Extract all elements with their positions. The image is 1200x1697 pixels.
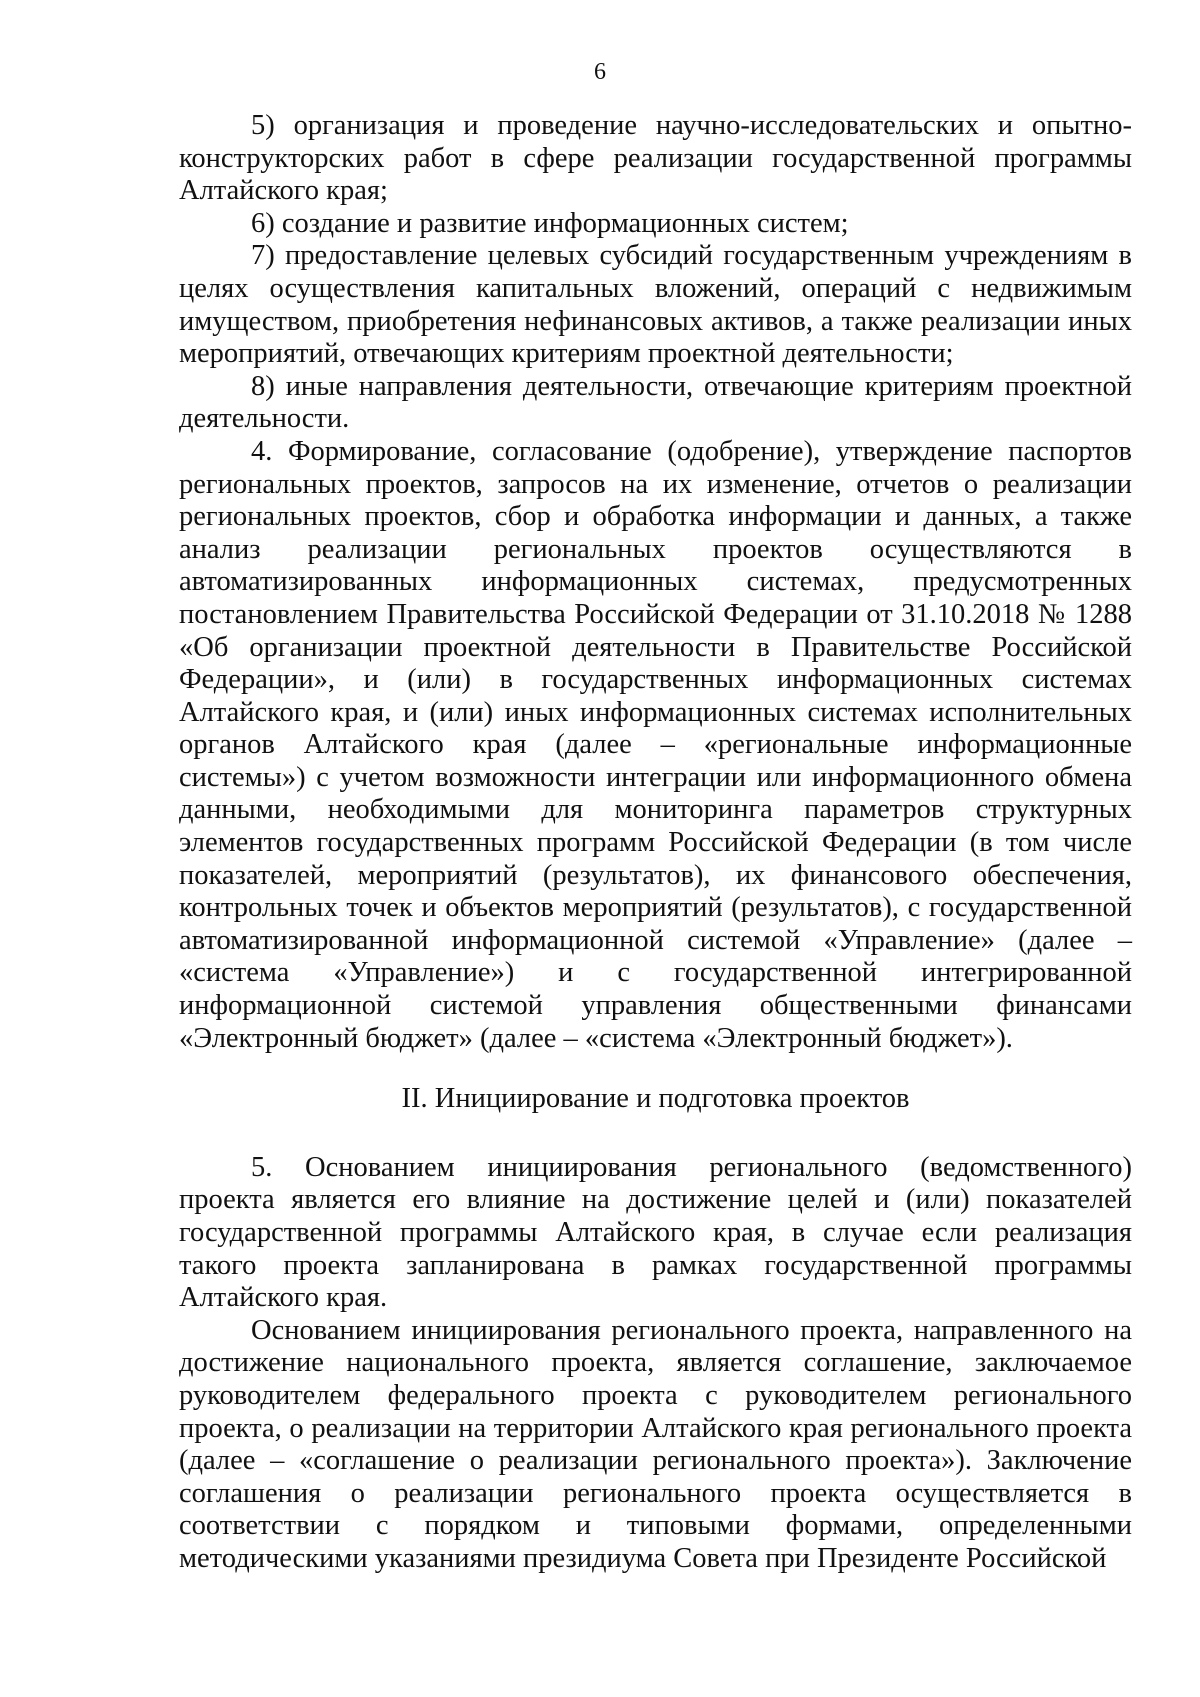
list-item-6: 6) создание и развитие информационных систем; bbox=[251, 207, 849, 239]
section-heading: II. Инициирование и подготовка проектов bbox=[401, 1083, 910, 1115]
list-item-8: 8) иные направления деятельности, отвечающие критериям проектной деятельности. bbox=[179, 370, 1132, 435]
clause-4-paragraph: 4. Формирование, согласование (одобрение), утверждение паспортов региональных проектов, запросов на их изменение, отчетов о реализации региональных проектов, сбор и обработка информации и данных, а также анализ реализации региональных проектов осуществляются в автоматизированных информационных системах, предусмотренных постановлением Правительства Российской Федерации от 31.10.2018 № 1288 «Об организации проектной деятельности в Правительстве Российской Федерации», и (или) в государственных информационных системах Алтайского края, и (или) иных информационных системах исполнительных органов Алтайского края (далее – «региональные информационные системы») с учетом возможности интеграции или информационного обмена данными, необходимыми для мониторинга параметров структурных элементов государственных программ Российской Федерации (в том числе показателей, мероприятий (результатов), их финансового обеспечения, контрольных точек и объектов мероприятий (результатов), с государственной автоматизированной информационной системой «Управление» (далее – «система «Управление») и с государственной интегрированной информационной системой управления общественными финансами «Электронный бюджет» (далее – «система «Электронный бюджет»). bbox=[179, 435, 1132, 1054]
document-body bbox=[179, 110, 1132, 1576]
clause-5-paragraph: 5. Основанием инициирования регионального (ведомственного) проекта является его влияние на достижение целей и (или) показателей государственной программы Алтайского края, в случае если реализация такого проекта запланирована в рамках государственной программы Алтайского края. bbox=[179, 1151, 1132, 1314]
clause-5-continuation-paragraph: Основанием инициирования регионального проекта, направленного на достижение национального проекта, является соглашение, заключаемое руководителем федерального проекта с руководителем регионального проекта, о реализации на территории Алтайского края регионального проекта (далее – «соглашение о реализации регионального проекта»). Заключение соглашения о реализации регионального проекта осуществляется в соответствии с порядком и типовыми формами, определенными методическими указаниями президиума Совета при Президенте Российской bbox=[179, 1314, 1132, 1574]
list-item-7: 7) предоставление целевых субсидий государственным учреждениям в целях осуществления капитальных вложений, операций с недвижимым имуществом, приобретения нефинансовых активов, а также реализации иных мероприятий, отвечающих критериям проектной деятельности; bbox=[179, 240, 1132, 370]
list-item-5: 5) организация и проведение научно-исследовательских и опытно-конструкторских работ в сфере реализации государственной программы Алтайского края; bbox=[179, 110, 1132, 207]
page-number: 6 bbox=[594, 59, 606, 85]
